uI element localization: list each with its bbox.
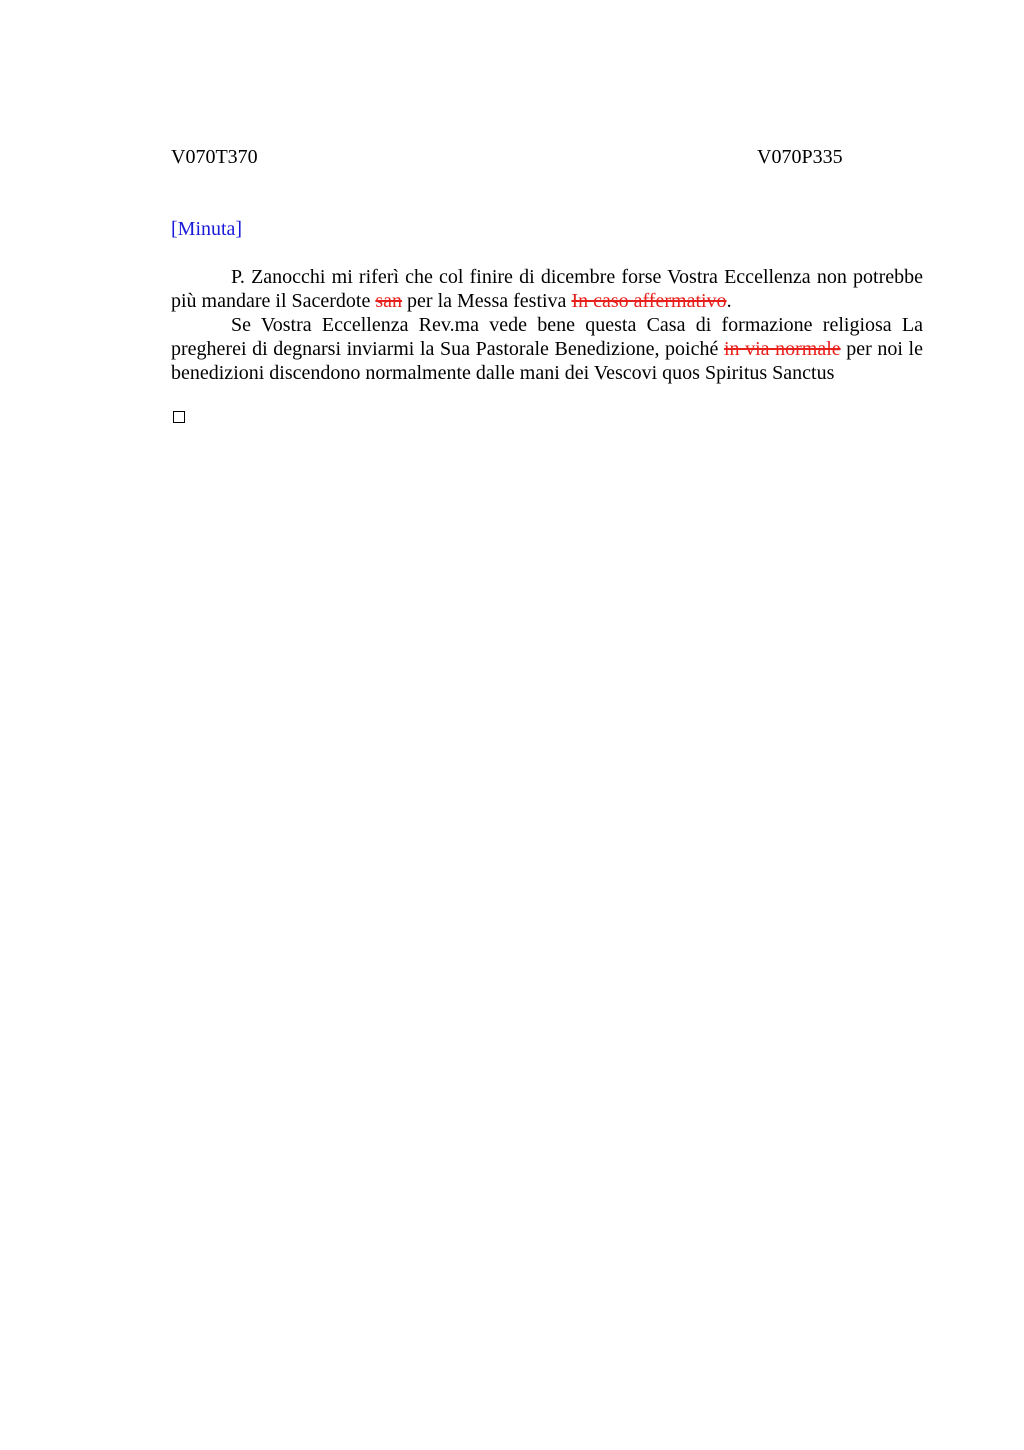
paragraph-2 [171, 313, 923, 385]
checkbox-icon[interactable] [173, 411, 185, 423]
deleted-text-in-caso-affermativo: In caso affermativo [571, 290, 727, 312]
paragraph-1 [171, 265, 923, 313]
document-code-left: V070T370 [171, 146, 258, 168]
deleted-text-san: san [375, 290, 403, 312]
letter-body [171, 265, 923, 385]
document-code-right: V070P335 [757, 146, 843, 168]
minuta-label: [Minuta] [171, 218, 243, 240]
paragraph-2-text-1: Se Vostra Eccellenza Rev.ma vede bene questa Casa di formazione religiosa La pregherei di degnarsi inviarmi la Sua Pastorale Benedizione, poiché [171, 314, 923, 360]
paragraph-1-text-3: . [726, 290, 732, 312]
paragraph-1-text-2: per la Messa festiva [402, 290, 572, 312]
deleted-text-in-via-normale: in via normale [723, 338, 841, 360]
paragraph-2-text-2: per noi le benedizioni discendono normalmente dalle mani dei Vescovi quos Spiritus Sanctus [171, 338, 923, 384]
paragraph-1-text-1: P. Zanocchi mi riferì che col finire di dicembre forse Vostra Eccellenza non potrebbe più mandare il Sacerdote [171, 266, 923, 312]
